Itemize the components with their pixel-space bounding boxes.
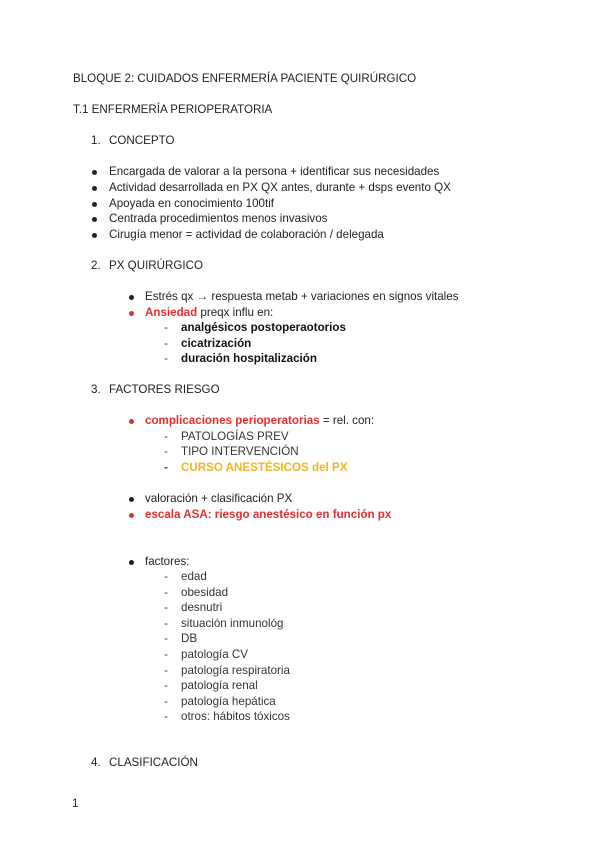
dash-marker: -: [164, 632, 168, 645]
section-3-heading: FACTORES RIESGO: [109, 383, 220, 396]
dash-marker: -: [164, 601, 168, 614]
risk-factor: patología CV: [181, 648, 249, 661]
bullet-icon: [129, 295, 134, 300]
dash-marker: -: [164, 695, 168, 708]
bullet-icon: [92, 170, 97, 175]
bullet-icon: [129, 513, 134, 518]
anxiety-sub-item: duración hospitalización: [181, 352, 317, 365]
risk-factor: patología hepática: [181, 695, 276, 708]
bullet-icon: [129, 497, 134, 502]
bullet-icon: [92, 233, 97, 238]
concept-item: Apoyada en conocimiento 100tif: [109, 197, 275, 210]
section-4-heading: CLASIFICACIÓN: [109, 756, 198, 769]
anxiety-sub-item: cicatrización: [181, 337, 252, 350]
risk-factor: patología renal: [181, 679, 258, 692]
complication-factor-highlight: CURSO ANESTÉSICOS del PX: [181, 461, 348, 474]
concept-item: Actividad desarrollada en PX QX antes, durante + dsps evento QX: [109, 181, 451, 194]
dash-marker: -: [164, 445, 168, 458]
dash-marker: -: [164, 710, 168, 723]
anxiety-sub-item: analgésicos postoperaotorios: [181, 321, 346, 334]
dash-marker: -: [164, 586, 168, 599]
bullet-icon: [92, 217, 97, 222]
anxiety-rest: preqx influ en:: [197, 306, 274, 319]
dash-marker: -: [164, 352, 168, 365]
complications-label: complicaciones perioperatorias: [145, 414, 320, 427]
risk-factor: otros: hábitos tóxicos: [181, 710, 290, 723]
dash-marker: -: [164, 617, 168, 630]
complications-rest: = rel. con:: [319, 414, 375, 427]
risk-factor: patología respiratoria: [181, 664, 290, 677]
risk-factor: obesidad: [181, 586, 229, 599]
risk-factor: edad: [181, 570, 207, 583]
complication-factor: TIPO INTERVENCIÓN: [181, 445, 299, 458]
section-3-number: 3.: [91, 383, 101, 396]
concept-item: Centrada procedimientos menos invasivos: [109, 212, 328, 225]
section-1-number: 1.: [91, 134, 101, 147]
concept-item: Encargada de valorar a la persona + identificar sus necesidades: [109, 165, 440, 178]
risk-factor: DB: [181, 632, 198, 645]
risk-factor: desnutri: [181, 601, 223, 614]
dash-marker: -: [164, 337, 168, 350]
document-title: BLOQUE 2: CUIDADOS ENFERMERÍA PACIENTE QUIRÚRGICO: [73, 72, 417, 85]
complications-item: [145, 414, 374, 428]
section-4-number: 4.: [91, 756, 101, 769]
anxiety-label: Ansiedad: [145, 306, 198, 319]
asa-scale-item: escala ASA: riesgo anestésico en función px: [145, 508, 392, 521]
bullet-icon: [129, 311, 134, 316]
complication-factor: PATOLOGÍAS PREV: [181, 430, 289, 443]
bullet-icon: [92, 202, 97, 207]
concept-item: Cirugía menor = actividad de colaboración / delegada: [109, 228, 384, 241]
dash-marker: -: [164, 648, 168, 661]
anxiety-item: [145, 306, 273, 320]
factors-heading: factores:: [145, 555, 190, 568]
dash-marker: -: [164, 461, 168, 474]
risk-factor: situación inmunológ: [181, 617, 284, 630]
section-1-heading: CONCEPTO: [109, 134, 175, 147]
bullet-icon: [129, 560, 134, 565]
dash-marker: -: [164, 679, 168, 692]
topic-heading: T.1 ENFERMERÍA PERIOPERATORIA: [73, 103, 273, 116]
stress-item: Estrés qx → respuesta metab + variaciones en signos vitales: [145, 290, 459, 303]
section-2-heading: PX QUIRÚRGICO: [109, 259, 204, 272]
dash-marker: -: [164, 321, 168, 334]
section-2-number: 2.: [91, 259, 101, 272]
bullet-icon: [129, 419, 134, 424]
dash-marker: -: [164, 570, 168, 583]
dash-marker: -: [164, 430, 168, 443]
page-number: 1: [72, 797, 79, 810]
bullet-icon: [92, 186, 97, 191]
valuation-item: valoración + clasificación PX: [145, 492, 293, 505]
dash-marker: -: [164, 664, 168, 677]
